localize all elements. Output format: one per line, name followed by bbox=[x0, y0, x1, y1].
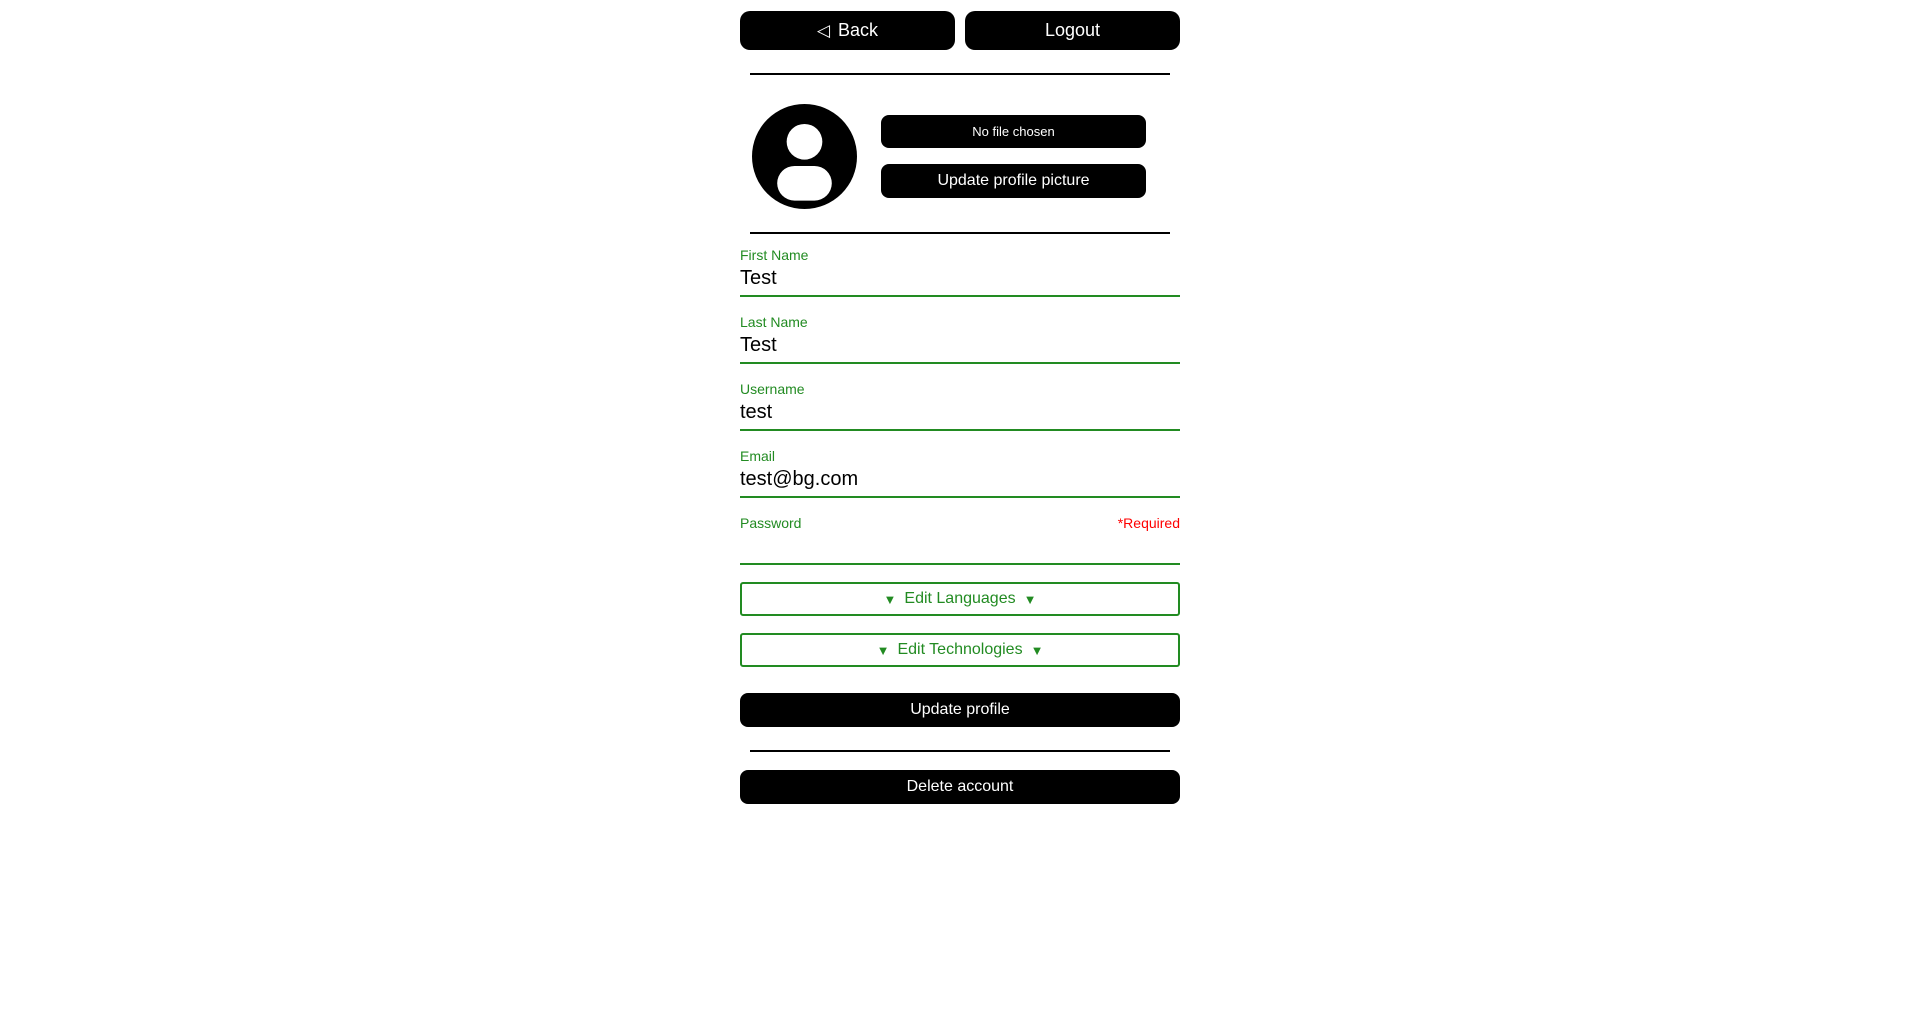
divider-top bbox=[750, 73, 1170, 75]
back-button-label: Back bbox=[838, 20, 879, 40]
last-name-field bbox=[740, 314, 1180, 364]
first-name-label: First Name bbox=[740, 247, 809, 263]
profile-page bbox=[740, 0, 1180, 804]
edit-technologies-button[interactable] bbox=[740, 633, 1180, 667]
required-note: *Required bbox=[1117, 515, 1180, 531]
username-label: Username bbox=[740, 381, 805, 397]
last-name-input[interactable]: Test bbox=[740, 334, 777, 356]
update-profile-button[interactable] bbox=[740, 693, 1180, 727]
back-arrow-icon: ◁ bbox=[816, 21, 831, 40]
edit-languages-label: Edit Languages bbox=[904, 590, 1016, 607]
update-profile-label: Update profile bbox=[910, 701, 1010, 718]
password-field bbox=[740, 515, 1180, 565]
email-label: Email bbox=[740, 448, 776, 464]
back-button[interactable] bbox=[740, 11, 955, 50]
profile-form bbox=[740, 247, 1180, 804]
edit-languages-button[interactable] bbox=[740, 582, 1180, 616]
email-field bbox=[740, 448, 1180, 498]
divider-bottom bbox=[750, 750, 1170, 752]
chevron-down-icon: ▼ bbox=[1030, 642, 1044, 658]
update-profile-picture-button[interactable] bbox=[881, 164, 1146, 198]
file-input[interactable] bbox=[881, 115, 1146, 148]
first-name-input[interactable]: Test bbox=[740, 267, 777, 289]
username-input[interactable]: test bbox=[740, 401, 773, 423]
email-input[interactable]: test@bg.com bbox=[740, 468, 859, 490]
logout-button[interactable] bbox=[965, 11, 1180, 50]
chevron-down-icon: ▼ bbox=[1023, 591, 1037, 607]
username-field bbox=[740, 381, 1180, 431]
picture-buttons bbox=[881, 115, 1146, 198]
first-name-field bbox=[740, 247, 1180, 297]
chevron-down-icon: ▼ bbox=[883, 591, 897, 607]
logout-button-label: Logout bbox=[1044, 20, 1101, 40]
file-input-status: No file chosen bbox=[972, 124, 1055, 139]
profile-picture-section bbox=[740, 104, 1180, 209]
chevron-down-icon: ▼ bbox=[876, 642, 890, 658]
divider-avatar bbox=[750, 232, 1170, 234]
avatar-icon bbox=[752, 104, 857, 209]
password-label: Password bbox=[740, 515, 802, 531]
top-button-row bbox=[740, 11, 1180, 50]
update-profile-picture-label: Update profile picture bbox=[937, 172, 1090, 189]
delete-account-button[interactable] bbox=[740, 770, 1180, 804]
last-name-label: Last Name bbox=[740, 314, 808, 330]
delete-account-label: Delete account bbox=[906, 778, 1014, 795]
edit-technologies-label: Edit Technologies bbox=[897, 641, 1023, 658]
password-label-row bbox=[740, 515, 1180, 532]
password-input[interactable] bbox=[740, 532, 1180, 561]
